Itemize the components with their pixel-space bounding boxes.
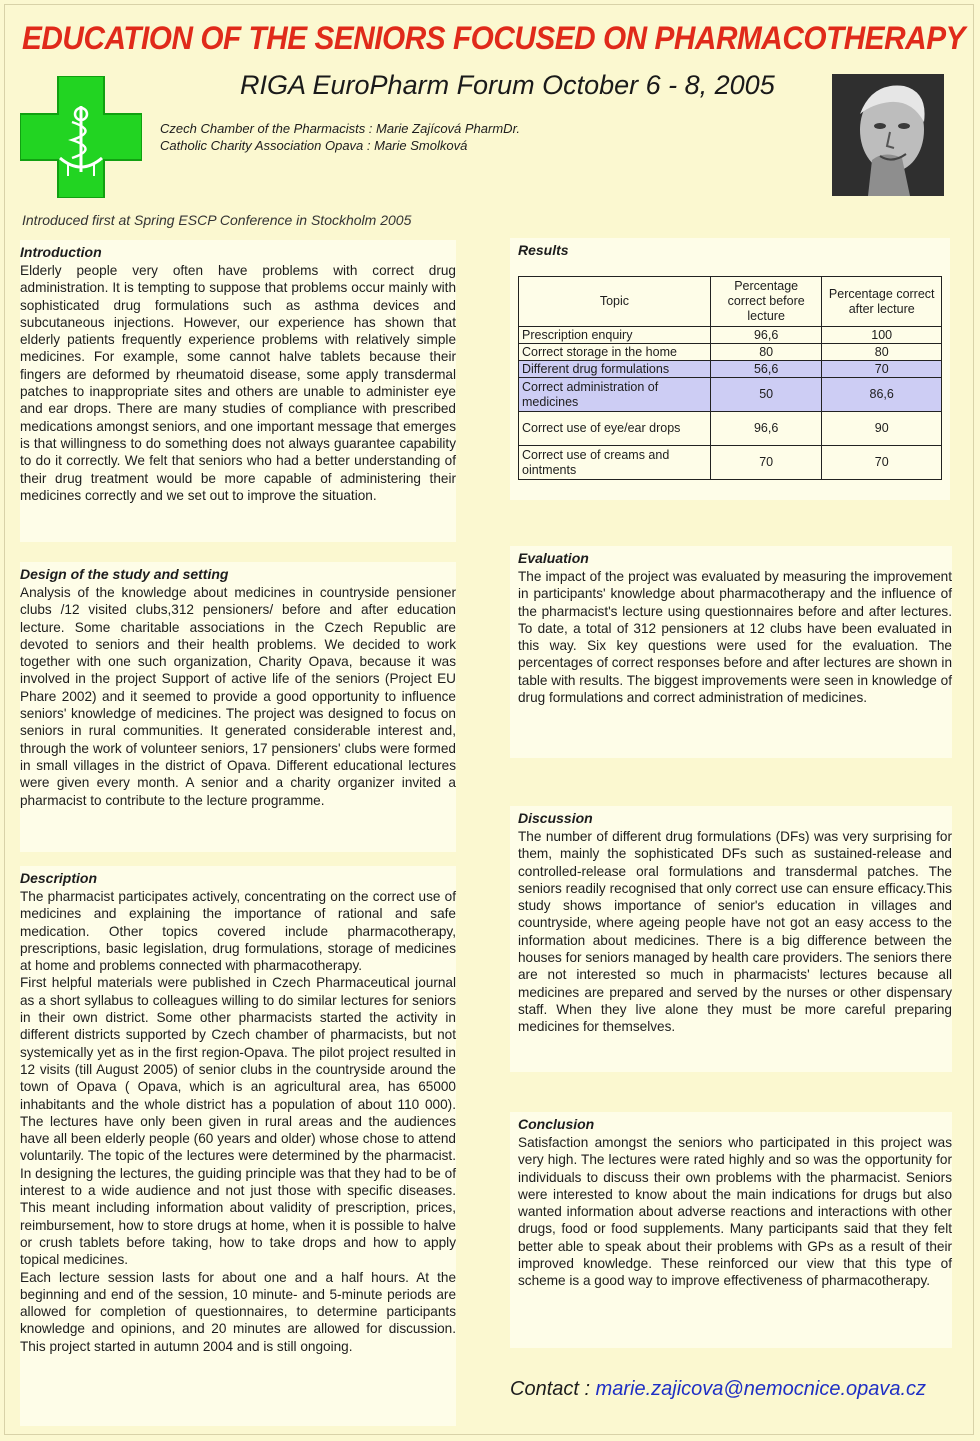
table-cell-topic: Correct use of eye/ear drops bbox=[519, 412, 711, 446]
section-text: Elderly people very often have problems with correct drug administration. It is tempting to suppose that problems occur mainly with sophisticated drug formulations such as asthma devices and subcutaneous injections. However, our experience has shown that elderly patients frequently experience problems with relatively simple medicines. For example, some cannot halve tablets because their fingers are deformed by rheumatoid disease, some apply transdermal patches to inappropriate sites and others are unable to administer eye and ear drops. There are many studies of compliance with prescribed medications amongst seniors, and one important message that emerges is that willingness to do something does not always guarantee capability to do it correctly. We felt that seniors who had a better understanding of their drug treatment would be more capable of administering their medicines correctly and we set out to improve the situation. bbox=[20, 263, 456, 503]
table-row bbox=[519, 327, 942, 344]
affiliation-line: Catholic Charity Association Opava : Marie Smolková bbox=[160, 138, 468, 153]
table-cell-after: 90 bbox=[822, 412, 942, 446]
column-header: Topic bbox=[519, 277, 711, 327]
table-row bbox=[519, 344, 942, 361]
table-cell-topic: Correct administration of medicines bbox=[519, 378, 711, 412]
section-heading: Design of the study and setting bbox=[20, 566, 229, 582]
section-heading: Introduction bbox=[20, 244, 102, 260]
table-cell-topic: Different drug formulations bbox=[519, 361, 711, 378]
table-row-highlighted bbox=[519, 361, 942, 378]
description-section bbox=[20, 866, 456, 1426]
section-text: The number of different drug formulations (DFs) was very surprising for them, mainly the sophisticated DFs such as sustained-release and controlled-release oral formulations and transdermal patches. The seniors readily recognised that only correct use can ensure efficacy.This study shows importance of senior's education in villages and countryside, where ageing people have not got an easy access to the information about medicines. There is a big difference between the houses for seniors managed by health care providers. The seniors there are not interested so much in pharmacists' lectures because all medicines are prepared and served by the nurses or other dispensary staff. When they live alone they must be more careful preparing medicines for themselves. bbox=[518, 829, 952, 1035]
section-heading: Evaluation bbox=[518, 550, 589, 566]
column-header: Percentage correct before lecture bbox=[710, 277, 822, 327]
section-text: Each lecture session lasts for about one and a half hours. At the beginning and end of the session, 10 minute- and 5-minute periods are allowed for completion of questionnaires, to determine participants knowledge and opinions, and 20 minutes are allowed for discussion. This project started in autumn 2004 and is still ongoing. bbox=[20, 1269, 456, 1354]
table-row-highlighted bbox=[519, 378, 942, 412]
poster-title: EDUCATION OF THE SENIORS FOCUSED ON PHARMACOTHERAPY bbox=[22, 20, 965, 56]
table-header-row bbox=[519, 277, 942, 327]
table-cell-before: 96,6 bbox=[710, 412, 822, 446]
section-heading: Results bbox=[518, 242, 569, 258]
section-text: Satisfaction amongst the seniors who participated in this project was very high. The lectures were rated highly and so was the opportunity for individuals to discuss their own problems with the pharmacist. Seniors were interested to know about the main indications for drugs but also wanted information about adverse reactions and interactions with other drugs, food or food supplements. Many participants said that they felt better able to speak about their problems with GPs as a result of their improved knowledge. These reinforced our view that this type of scheme is a good way to improve effectiveness of pharmacotherapy. bbox=[518, 1135, 952, 1289]
design-section bbox=[20, 562, 456, 852]
conclusion-section bbox=[510, 1112, 952, 1348]
section-heading: Discussion bbox=[518, 810, 593, 826]
table-cell-topic: Prescription enquiry bbox=[519, 327, 711, 344]
green-pharmacy-cross-icon bbox=[20, 76, 142, 198]
introduced-note: Introduced first at Spring ESCP Conference in Stockholm 2005 bbox=[22, 212, 412, 228]
table-cell-after: 70 bbox=[822, 446, 942, 480]
table-row bbox=[519, 446, 942, 480]
table-cell-before: 56,6 bbox=[710, 361, 822, 378]
table-cell-before: 70 bbox=[710, 446, 822, 480]
contact-email-link[interactable]: marie.zajicova@nemocnice.opava.cz bbox=[595, 1378, 927, 1400]
contact-line bbox=[510, 1378, 926, 1401]
table-cell-topic: Correct storage in the home bbox=[519, 344, 711, 361]
section-text: The impact of the project was evaluated by measuring the improvement in participants' knowledge about pharmacotherapy and the influence of the pharmacist's lecture using questionnaires before and after lectures. To date, a total of 312 pensioners at 12 clubs have been evaluated in this way. Six key questions were used for the evaluation. The percentages of correct responses before and after lectures are shown in table with results. The biggest improvements were seen in knowledge of drug formulations and correct administration of medicines. bbox=[518, 569, 952, 706]
column-header: Percentage correct after lecture bbox=[822, 277, 942, 327]
section-text: The pharmacist participates actively, concentrating on the correct use of medicines and explaining the importance of rational and safe medication. Other topics covered include pharmacotherapy, prescriptions, basic legislation, drug formulations, storage of medicines at home and problems connected with pharmacotherapy. bbox=[20, 889, 456, 974]
table-cell-after: 100 bbox=[822, 327, 942, 344]
section-heading: Description bbox=[20, 870, 98, 886]
affiliations bbox=[160, 120, 520, 154]
section-text: First helpful materials were published in Czech Pharmaceutical journal as a short syllabus to colleagues willing to do similar lectures for seniors in their own district. Some other pharmacists started the activity in different districts supported by Czech chamber of pharmacists, but not systemically yet as in the first region-Opava. The pilot project resulted in 12 visits (till August 2005) of senior clubs in the countryside around the town of Opava ( Opava, which is an agricultural area, has 65000 inhabitants and the whole district has a population of about 110 000). The lectures have only been given in rural areas and the audiences have all been elderly people (60 years and older) whose chose to attend voluntarily. The topic of the lectures were determined by the pharmacist. In designing the lectures, the guiding principle was that they had to be of interest to a wide audience and not just those with specific diseases. This meant including information about validity of prescription, prices, reimbursement, how to store drugs at home, when it is possible to halve or crush tablets before taking, how to take drops and how to apply topical medicines. bbox=[20, 975, 456, 1268]
contact-label: Contact : bbox=[510, 1378, 591, 1400]
table-row bbox=[519, 412, 942, 446]
section-text: Analysis of the knowledge about medicines in countryside pensioner clubs /12 visited clubs,312 pensioners/ before and after education lecture. Some charitable associations in the Czech Republic are devoted to seniors and their health problems. We decided to work together with one such organization, Charity Opava, because it was involved in the project Support of active life of the seniors (Project EU Phare 2002) and it seemed to provide a good opportunity to influence seniors' knowledge of medicines. The project was designed to focus on seniors in rural communities. It generated considerable interest and, through the work of volunteer seniors, 17 pensioners' clubs were formed in small villages in the district of Opava. Different educational lectures were given every month. A senior and a charity organizer invited a pharmacist to contribute to the lecture programme. bbox=[20, 585, 456, 808]
table-cell-after: 86,6 bbox=[822, 378, 942, 412]
introduction-section bbox=[20, 240, 456, 542]
table-cell-before: 96,6 bbox=[710, 327, 822, 344]
discussion-section bbox=[510, 806, 952, 1072]
affiliation-line: Czech Chamber of the Pharmacists : Marie Zajícová PharmDr. bbox=[160, 121, 521, 136]
results-table bbox=[518, 276, 942, 480]
table-cell-before: 50 bbox=[710, 378, 822, 412]
table-cell-topic: Correct use of creams and ointments bbox=[519, 446, 711, 480]
table-cell-before: 80 bbox=[710, 344, 822, 361]
table-cell-after: 80 bbox=[822, 344, 942, 361]
section-heading: Conclusion bbox=[518, 1116, 595, 1132]
table-cell-after: 70 bbox=[822, 361, 942, 378]
portrait-illustration bbox=[832, 74, 944, 196]
evaluation-section bbox=[510, 546, 952, 758]
elderly-woman-photo bbox=[832, 74, 944, 196]
poster-subtitle: RIGA EuroPharm Forum October 6 - 8, 2005 bbox=[240, 70, 775, 100]
